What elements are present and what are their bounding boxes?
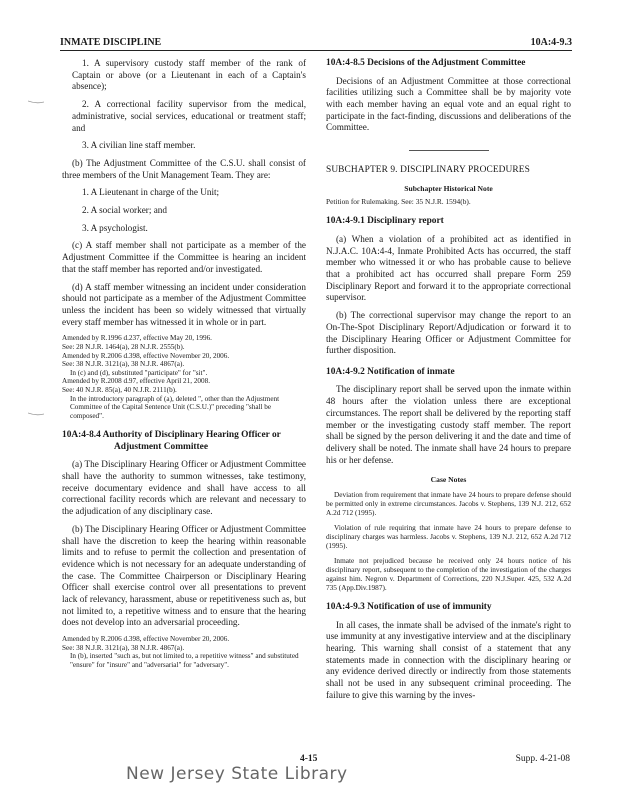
historical-note-title: Subchapter Historical Note [404, 183, 493, 193]
amendment-line: Amended by R.1996 d.237, effective May 20, 1996. [62, 334, 212, 343]
amendment-history [62, 635, 306, 669]
historical-note-text: Petition for Rulemaking. See: 35 N.J.R. 1594(b). [326, 197, 471, 207]
case-note: Deviation from requirement that inmate have 24 hours to prepare defense should be permitted only in extreme circumstances. Jacobs v. Stephens, 139 N.J. 212, 652 A.2d 712 (1995). [326, 490, 571, 518]
paragraph: (c) A staff member shall not participate as a member of the Adjustment Committee if the Committee is hearing an incident that the staff member has reported and/or investigated. [62, 240, 306, 274]
left-column [62, 58, 306, 670]
paragraph: 2. A correctional facility supervisor from the medical, administrative, social services, educational or treatment staff; and [72, 99, 306, 133]
paragraph: The disciplinary report shall be served upon the inmate within 48 hours after the violation unless there are exceptional circumstances. The report shall be delivered by the reporting staff member or the investigating custody staff member. The report shall be signed by the person delivering it and the date and time of delivery shall be noted. The inmate shall have 24 hours to prepare his or her defense. [326, 384, 571, 465]
paragraph: (b) The Disciplinary Hearing Officer or Adjustment Committee shall have the discretion to keep the hearing within reasonable limits and to refuse to permit the collection and presentation of evidence which is not necessary for an adequate understanding of the case. The Committee Chairperson or Disciplinary Hearing Officer shall exercise control over all presentations to prevent lack of relevancy, harassment, abuse or repetitiveness such as, but not limited to, a repetitive witness and to ensure that the hearing does not develop into an adversarial proceeding. [62, 523, 306, 628]
library-watermark: New Jersey State Library [126, 764, 348, 784]
paragraph: (a) When a violation of a prohibited act as identified in N.J.A.C. 10A:4-4, Inmate Prohibited Acts has occurred, the staff member who witnessed it or who has probable cause to believe that a prohibited act has occurred shall prepare Form 259 Disciplinary Report and forward it to the appropriate correctional supervisor. [326, 233, 571, 303]
section-heading: 10A:4-9.3 Notification of use of immunity [326, 602, 492, 613]
running-header [60, 34, 572, 51]
paragraph: In all cases, the inmate shall be advised of the inmate's right to use immunity at any investigative interview and at the disciplinary hearing. This warning shall consist of a statement that any statements made in connection with the disciplinary hearing or any evidence derived directly or indirectly from those statements shall not be used in any subsequent criminal proceeding. The failure to give this warning by the inves- [326, 619, 571, 700]
amendment-line: Amended by R.2006 d.398, effective November 20, 2006. [62, 635, 230, 644]
amendment-line: Amended by R.2008 d.97, effective April 21, 2008. [62, 377, 210, 386]
amendment-line: In (b), inserted "such as, but not limited to, a repetitive witness" and substituted "ensure" for "insure" and "adversarial" for "adversary". [70, 652, 299, 669]
paragraph: 1. A supervisory custody staff member of the rank of Captain or above (or a Lieutenant in each of a Captain's absence); [72, 58, 306, 92]
divider [409, 150, 489, 151]
subchapter-heading: SUBCHAPTER 9. DISCIPLINARY PROCEDURES [326, 165, 530, 176]
header-section-number: 10A:4-9.3 [530, 37, 572, 48]
paragraph: (a) The Disciplinary Hearing Officer or Adjustment Committee shall have the authority to summon witnesses, take testimony, receive documentary evidence and shall have access to all correctional facility records which are relevant and necessary to the adjudication of any disciplinary case. [62, 459, 306, 517]
paragraph: Decisions of an Adjustment Committee at those correctional facilities utilizing such a Committee shall be by majority vote with each member having an equal vote and an equal right to participate in the fact-finding, discussions and deliberations of the Committee. [326, 75, 571, 133]
paragraph: (b) The correctional supervisor may change the report to an On-The-Spot Disciplinary Report/Adjudication or forward it to the Disciplinary Hearing Officer or Adjustment Committee for further disposition. [326, 310, 571, 356]
section-heading: 10A:4-8.5 Decisions of the Adjustment Committee [326, 58, 526, 68]
amendment-line: Amended by R.2006 d.398, effective November 20, 2006. [62, 351, 230, 360]
amendment-line: See: 28 N.J.R. 1464(a), 28 N.J.R. 2555(b). [62, 342, 185, 351]
margin-mark-icon [28, 412, 44, 416]
paragraph: 1. A Lieutenant in charge of the Unit; [82, 187, 220, 198]
amendment-line: In (c) and (d), substituted "participate" for "sit". [70, 368, 208, 377]
supplement-date: Supp. 4-21-08 [515, 754, 570, 764]
section-heading: 10A:4-9.2 Notification of inmate [326, 366, 455, 377]
paragraph: (d) A staff member witnessing an incident under consideration should not participate as a member of the Adjustment Committee unless the incident has been so widely witnessed that virtually every staff member has witnessed it in whole or in part. [62, 281, 306, 327]
case-note: Violation of rule requiring that inmate have 24 hours to prepare defense to disciplinary charges was harmless. Jacobs v. Stephens, 139 N.J. 212, 652 A.2d 712 (1995). [326, 523, 571, 551]
margin-mark-icon [28, 100, 44, 104]
amendment-line: See: 38 N.J.R. 3121(a), 38 N.J.R. 4867(a). [62, 360, 185, 369]
case-note: Inmate not prejudiced because he received only 24 hours notice of his disciplinary report, subsequent to the completion of the investigation of the charges against him. Negron v. Department of Corrections, 220 N.J.Super. 425, 532 A.2d 735 (App.Div.1987). [326, 556, 571, 593]
page-number: 4-15 [300, 754, 318, 764]
case-notes-title: Case Notes [430, 475, 467, 485]
section-heading: 10A:4-9.1 Disciplinary report [326, 216, 444, 227]
header-title: INMATE DISCIPLINE [60, 37, 162, 48]
paragraph: 2. A social worker; and [82, 205, 167, 216]
paragraph: 3. A civilian line staff member. [82, 140, 196, 151]
amendment-history [62, 334, 306, 420]
section-heading: 10A:4-8.4 Authority of Disciplinary Hearing Officer or Adjustment Committee [62, 430, 281, 452]
amendment-line: See: 40 N.J.R. 85(a), 40 N.J.R. 2111(b). [62, 385, 177, 394]
right-column [326, 58, 571, 708]
paragraph: (b) The Adjustment Committee of the C.S.U. shall consist of three members of the Unit Management Team. They are: [62, 157, 306, 180]
paragraph: 3. A psychologist. [82, 222, 148, 233]
amendment-line: See: 38 N.J.R. 3121(a), 38 N.J.R. 4867(a). [62, 643, 185, 652]
amendment-line: In the introductory paragraph of (a), deleted ", other than the Adjustment Committee of the Capital Sentence Unit (C.S.U.)" preceding "shall be composed". [70, 394, 280, 420]
